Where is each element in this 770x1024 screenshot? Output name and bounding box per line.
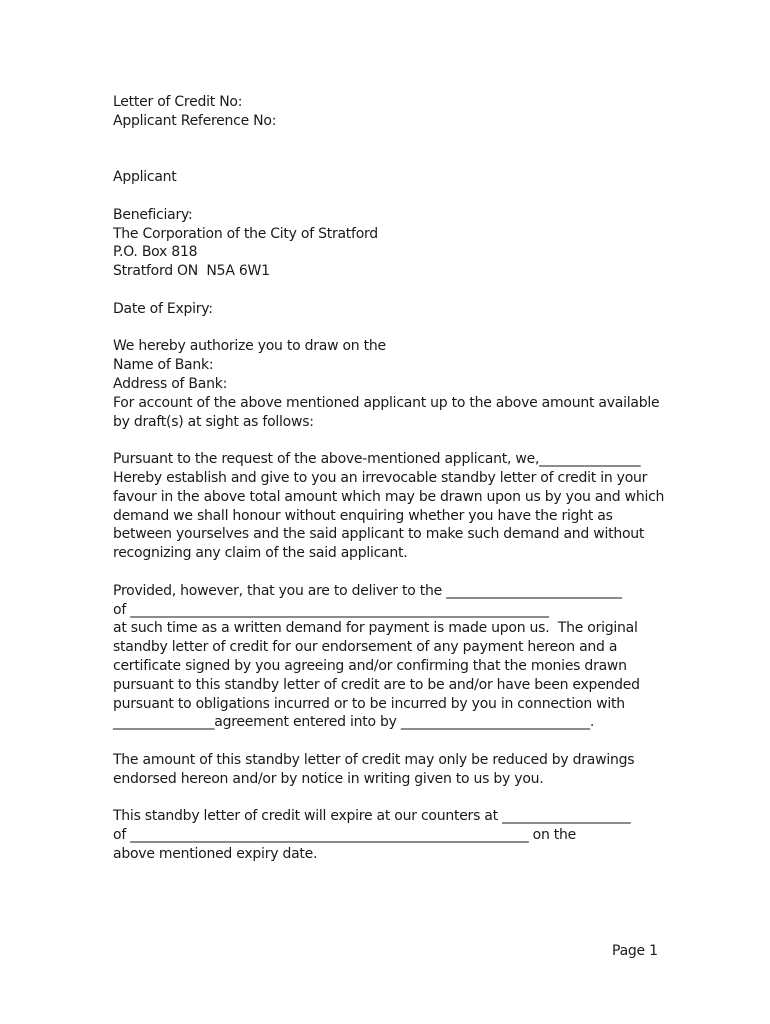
expire-paragraph-line: of ___________________________________________________________ on the xyxy=(113,827,577,844)
name-of-bank-label: Name of Bank: xyxy=(113,357,214,374)
letter-of-credit-number-label: Letter of Credit No: xyxy=(113,94,243,110)
provided-paragraph-line: at such time as a written demand for payment is made upon us. The original xyxy=(113,620,638,637)
provided-paragraph-line: _______________agreement entered into by ____________________________. xyxy=(113,714,595,731)
page-number: Page 1 xyxy=(612,943,658,959)
provided-paragraph-line: pursuant to obligations incurred or to be incurred by you in connection with xyxy=(113,695,625,712)
beneficiary-city-postal: Stratford ON N5A 6W1 xyxy=(113,263,270,280)
beneficiary-name: The Corporation of the City of Stratford xyxy=(113,225,378,242)
address-of-bank-label: Address of Bank: xyxy=(113,375,228,392)
beneficiary-po-box: P.O. Box 818 xyxy=(113,244,198,261)
pursuant-paragraph-line: Pursuant to the request of the above-mentioned applicant, we,_______________ xyxy=(113,451,641,468)
letter-body xyxy=(113,93,673,864)
provided-paragraph-line: pursuant to this standby letter of credit are to be and/or have been expended xyxy=(113,676,640,693)
pursuant-paragraph-line: between yourselves and the said applicant to make such demand and without xyxy=(113,526,645,543)
authorize-line: by draft(s) at sight as follows: xyxy=(113,413,314,430)
reduction-paragraph-line: endorsed hereon and/or by notice in writing given to us by you. xyxy=(113,770,544,787)
expire-paragraph-line: above mentioned expiry date. xyxy=(113,845,318,862)
authorize-line: For account of the above mentioned applicant up to the above amount available xyxy=(113,394,660,411)
provided-paragraph-line: certificate signed by you agreeing and/or confirming that the monies drawn xyxy=(113,657,627,674)
authorize-line: We hereby authorize you to draw on the xyxy=(113,338,386,355)
provided-paragraph-line: Provided, however, that you are to deliver to the __________________________ xyxy=(113,582,622,599)
provided-paragraph-line: standby letter of credit for our endorsement of any payment hereon and a xyxy=(113,639,618,656)
applicant-label: Applicant xyxy=(113,169,177,186)
pursuant-paragraph-line: Hereby establish and give to you an irrevocable standby letter of credit in your xyxy=(113,469,648,486)
date-of-expiry-label: Date of Expiry: xyxy=(113,300,213,317)
pursuant-paragraph-line: demand we shall honour without enquiring whether you have the right as xyxy=(113,507,613,524)
beneficiary-label: Beneficiary: xyxy=(113,206,193,223)
expire-paragraph-line: This standby letter of credit will expire at our counters at ___________________ xyxy=(113,808,631,825)
pursuant-paragraph-line: favour in the above total amount which may be drawn upon us by you and which xyxy=(113,488,665,505)
reduction-paragraph-line: The amount of this standby letter of credit may only be reduced by drawings xyxy=(113,751,635,768)
provided-paragraph-line: of ______________________________________________________________ xyxy=(113,601,549,618)
pursuant-paragraph-line: recognizing any claim of the said applicant. xyxy=(113,545,408,562)
applicant-reference-label: Applicant Reference No: xyxy=(113,112,277,129)
